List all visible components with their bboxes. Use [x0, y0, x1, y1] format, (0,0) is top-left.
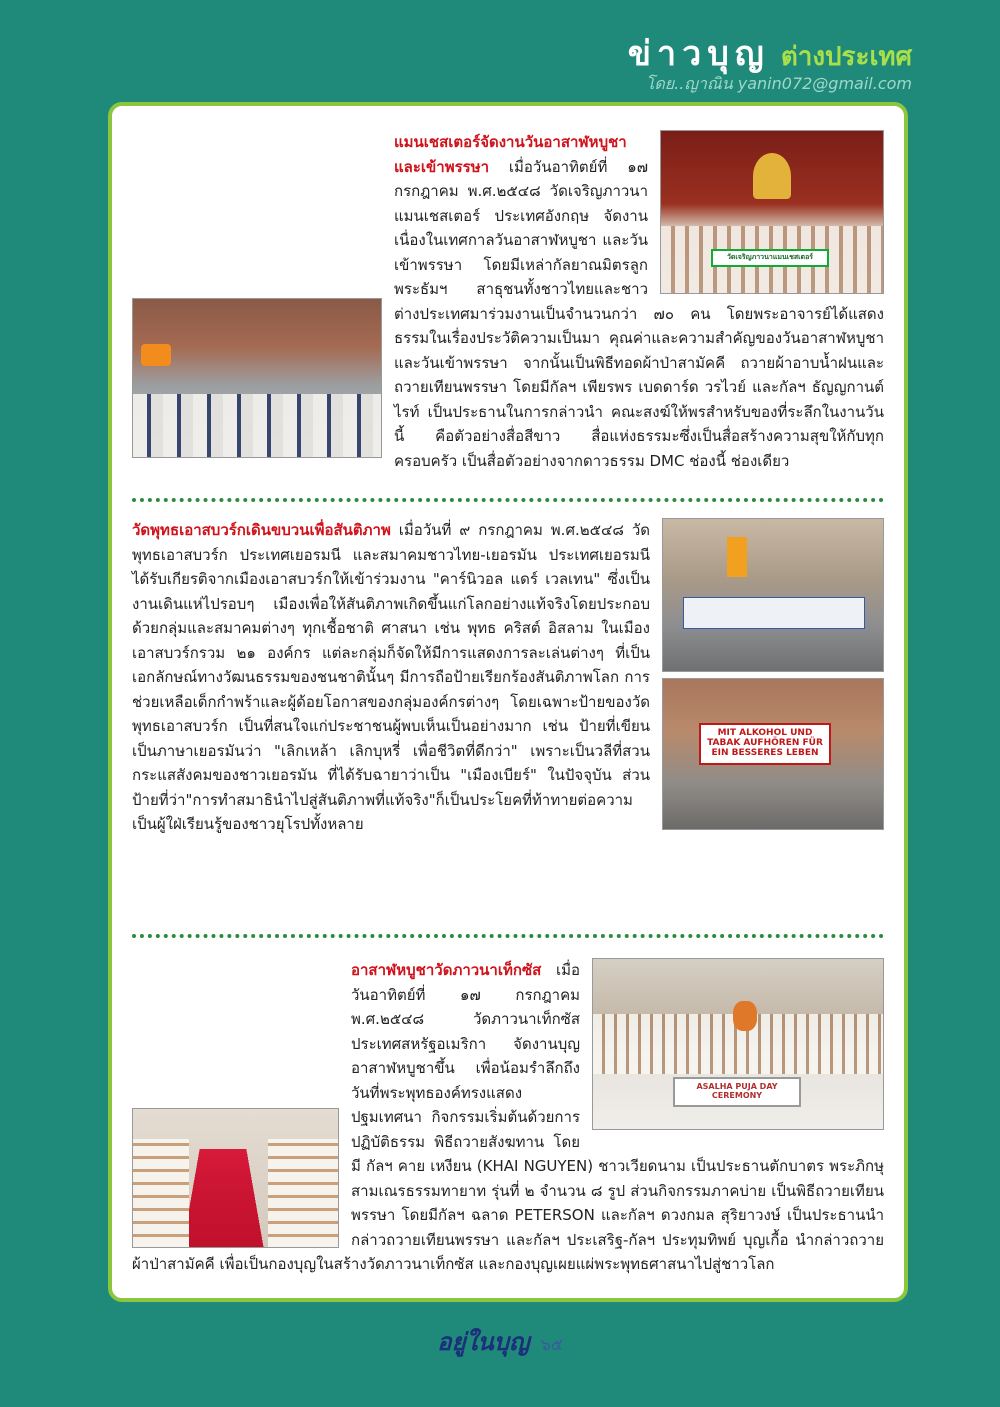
photo-texas-banner: ASALHA PUJA DAY CEREMONY	[673, 1077, 801, 1107]
photo-augsburg-parade	[662, 518, 884, 672]
headline-augsburg: วัดพุทธเอาสบวร์กเดินขบวนเพื่อสันติภาพ	[132, 521, 391, 539]
photo-manchester-temple	[660, 130, 884, 294]
photo-manchester-banner: วัดเจริญภาวนาแมนเชสเตอร์	[711, 249, 829, 267]
photo-texas-group	[592, 958, 884, 1130]
headline-manchester: แมนเชสเตอร์จัดงานวันอาสาฬหบูชาและเข้าพรรษา	[394, 133, 627, 176]
body-texas: เมื่อวันอาทิตย์ที่ ๑๗ กรกฎาคม พ.ศ.๒๕๔๘ วัดภาวนาเท็กซัส ประเทศสหรัฐอเมริกา จัดงานบุญอาสาฬหบูชาขึ้น เพื่อน้อมรำลึกถึงวันที่พระพุทธองค์ทรงแสดงปฐมเทศนา กิจกรรมเริ่มต้นด้วยการปฏิบัติธรรม พิธีถวายสังฆทาน โดยมี กัลฯ คาย เหงียน (KHAI NGUYEN) ชาวเวียดนาม เป็นประธานตักบาตร พระภิกษุสามเณรธรรมทายาท รุ่นที่ ๒ จำนวน ๘ รูป ส่วนกิจกรรมภาคบ่าย เป็นพิธีถวายเทียนพรรษา โดยมีกัลฯ ฉลาด PETERSON และกัลฯ ดวงกมล สุริยาวงษ์ เป็นประธานนำกล่าวถวายเทียนพรรษา และกัลฯ ประเสริฐ-กัลฯ ประทุมทิพย์ บุญเกื้อ นำกล่าวถวายผ้าป่าสามัคคี เพื่อเป็นกองบุญในสร้างวัดภาวนาเท็กซัส และกองบุญเผยแผ่พระพุทธศาสนาไปสู่ชาวโลก	[132, 961, 884, 1273]
header-byline: โดย..ญาณิน yanin072@gmail.com	[645, 74, 912, 93]
content-panel	[108, 102, 908, 1302]
article-manchester	[132, 130, 884, 473]
header-subtitle: ต่างประเทศ	[780, 42, 912, 72]
article-augsburg	[132, 518, 884, 837]
photo-augsburg-sign	[662, 678, 884, 830]
article-texas	[132, 958, 884, 1277]
body-augsburg: เมื่อวันที่ ๙ กรกฎาคม พ.ศ.๒๕๔๘ วัดพุทธเอาสบวร์ก ประเทศเยอรมนี และสมาคมชาวไทย-เยอรมัน ประเทศเยอรมนี ได้รับเกียรติจากเมืองเอาสบวร์กให้เข้าร่วมงาน "คาร์นิวอล แดร์ เวลเทน" ซึ่งเป็นงานเดินแห่ไปรอบๆ เมืองเพื่อให้สันติภาพเกิดขึ้นแก่โลกอย่างแท้จริงโดยประกอบด้วยกลุ่มและสมาคมต่างๆ ทุกเชื้อชาติ ศาสนา เช่น พุทธ คริสต์ อิสลาม ในเมืองเอาสบวร์กรวม ๒๑ องค์กร แต่ละกลุ่มก็จัดให้มีการแสดงการละเล่นต่างๆ ที่เป็นเอกลักษณ์ทางวัฒนธรรมของชนชาตินั้นๆ มีการถือป้ายเรียกร้องสันติภาพโลก การช่วยเหลือเด็กกำพร้าและผู้ด้อยโอกาสของกลุ่มองค์กรต่างๆ โดยเฉพาะป้ายของวัดพุทธเอาสบวร์ก เป็นที่สนใจแก่ประชาชนผู้พบเห็นเป็นอย่างมาก เช่น ป้ายที่เขียนเป็นภาษาเยอรมันว่า "เลิกเหล้า เลิกบุหรี่ เพื่อชีวิตที่ดีกว่า" เพราะเป็นวลีที่สวนกระแสสังคมของชาวเยอรมัน ที่ได้รับฉายาว่าเป็น "เมืองเบียร์" ในปัจจุบัน ส่วนป้ายที่ว่า"การทำสมาธินำไปสู่สันติภาพที่แท้จริง"ก็เป็นประโยคที่ท้าทายต่อความเป็นผู้ใฝ่เรียนรู้ของชาวยุโรปทั้งหลาย	[132, 521, 650, 833]
page-footer	[0, 1322, 1000, 1361]
photo-texas-hall	[132, 1108, 339, 1248]
section-divider	[132, 498, 884, 502]
photo-manchester-outdoor	[132, 298, 382, 458]
header-title: ข่าวบุญ	[627, 34, 770, 74]
body-manchester: เมื่อวันอาทิตย์ที่ ๑๗ กรกฎาคม พ.ศ.๒๕๔๘ วัดเจริญภาวนาแมนเชสเตอร์ ประเทศอังกฤษ จัดงานเนื่องในเทศกาลวันอาสาฬหบูชา และวันเข้าพรรษา โดยมีเหล่ากัลยาณมิตรลูกพระธัมฯ สาธุชนทั้งชาวไทยและชาวต่างประเทศมาร่วมงานเป็นจำนวนกว่า ๗๐ คน โดยพระอาจารย์ได้แสดงธรรมในเรื่องประวัติความเป็นมา คุณค่าและความสำคัญของวันอาสาฬหบูชาและวันเข้าพรรษา จากนั้นเป็นพิธีทอดผ้าป่าสามัคคี ถวายผ้าอาบน้ำฝนและถวายเทียนพรรษา โดยมีกัลฯ เพียรพร เบดดาร์ด วรไวย์ และกัลฯ ธัญญกานต์ ไรท์ เป็นประธานในการกล่าวนำ คณะสงฆ์ให้พรสำหรับของที่ระลึกในงานวันนี้ คือตัวอย่างสื่อสีขาว สื่อแห่งธรรมะซึ่งเป็นสื่อสร้างความสุขให้กับทุกครอบครัว เป็นสื่อตัวอย่างจากดาวธรรม DMC ช่องนี้ ช่องเดียว	[394, 157, 884, 470]
page-number: ๖๕	[540, 1335, 563, 1354]
headline-texas: อาสาฬหบูชาวัดภาวนาเท็กซัส	[351, 961, 542, 979]
photo-augsburg-group	[662, 518, 884, 830]
photo-augsburg-sign-text: MIT ALKOHOL UND TABAK AUFHÖREN FÜR EIN BESSERES LEBEN	[699, 723, 831, 765]
magazine-logo: อยู่ในบุญ	[437, 1327, 530, 1356]
section-divider	[132, 934, 884, 938]
